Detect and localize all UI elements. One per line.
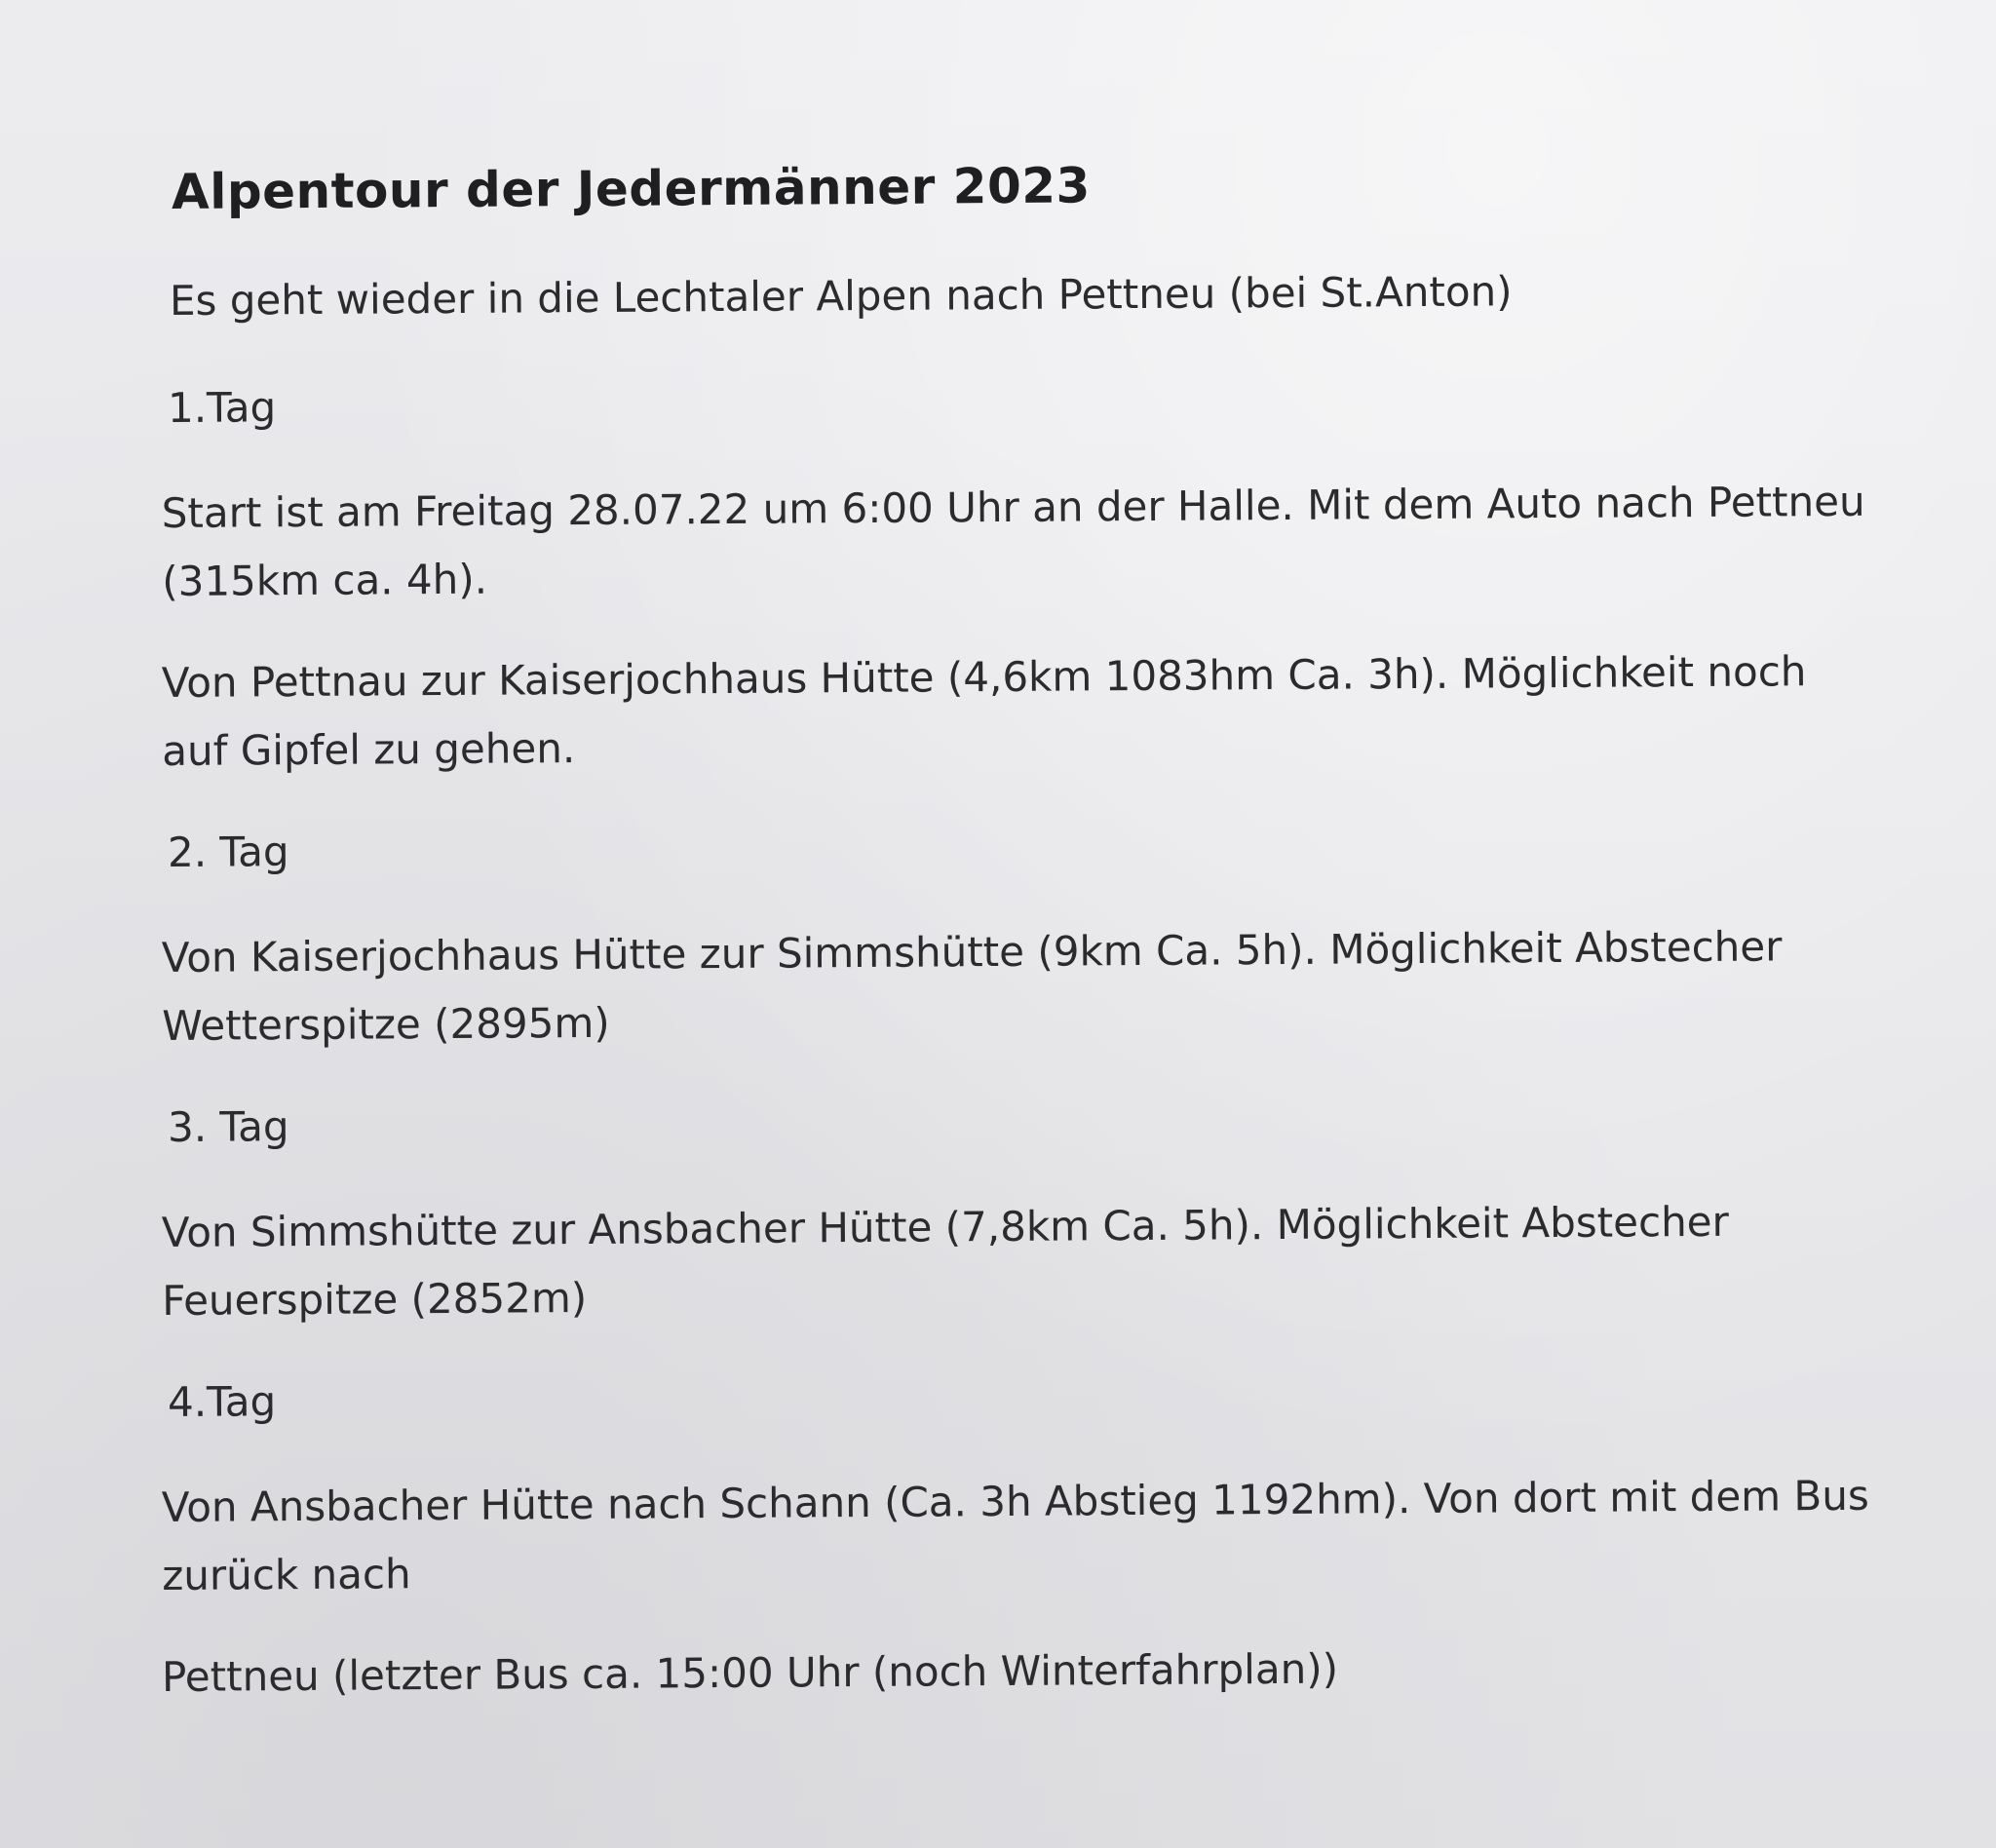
document-body [161, 157, 1877, 1745]
intro-paragraph: Es geht wieder in die Lechtaler Alpen nach Pettneu (bei St.Anton) [169, 267, 1513, 325]
day-1-paragraph-2: Von Pettnau zur Kaiserjochhaus Hütte (4,6km 1083hm Ca. 3h). Möglichkeit noch auf Gipfel zu gehen. [161, 647, 1807, 775]
day-4-heading: 4.Tag [167, 1377, 277, 1426]
day-3-paragraph-1: Von Simmshütte zur Ansbacher Hütte (7,8km Ca. 5h). Möglichkeit Abstecher Feuerspitze (2852m) [161, 1197, 1729, 1325]
day-4-paragraph-1: Von Ansbacher Hütte nach Schann (Ca. 3h Abstieg 1192hm). Von dort mit dem Bus zurück nach [161, 1471, 1869, 1599]
day-1-paragraph-1: Start ist am Freitag 28.07.22 um 6:00 Uhr an der Halle. Mit dem Auto nach Pettneu (315km ca. 4h). [161, 477, 1865, 605]
document-title: Alpentour der Jedermänner 2023 [171, 157, 1092, 220]
day-2-paragraph-1: Von Kaiserjochhaus Hütte zur Simmshütte (9km Ca. 5h). Möglichkeit Abstecher Wetterspitze (2895m) [161, 922, 1783, 1050]
day-2-heading: 2. Tag [167, 828, 289, 876]
day-3-heading: 3. Tag [167, 1102, 289, 1151]
day-1-heading: 1.Tag [167, 383, 277, 432]
day-4-paragraph-2: Pettneu (letzter Bus ca. 15:00 Uhr (noch Winterfahrplan)) [161, 1644, 1339, 1701]
